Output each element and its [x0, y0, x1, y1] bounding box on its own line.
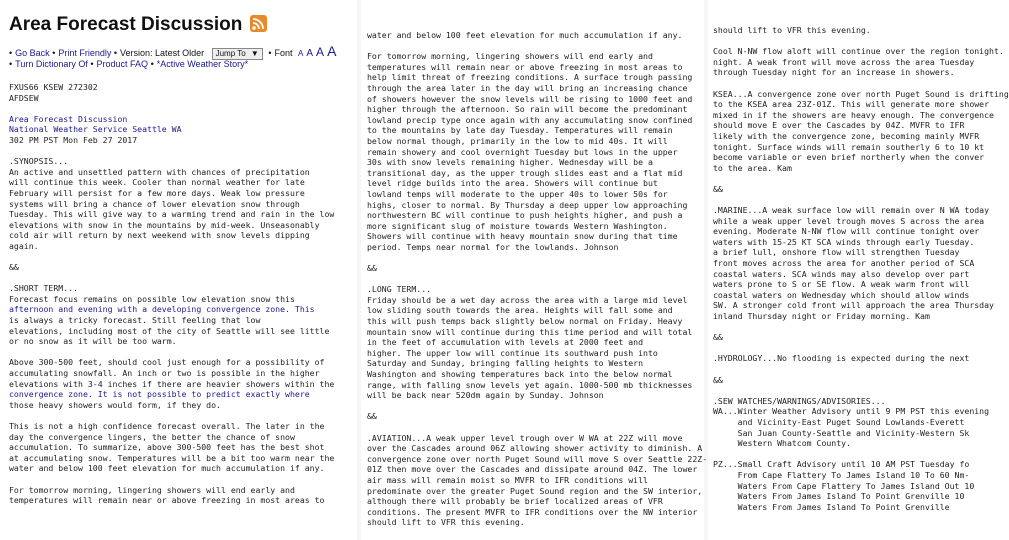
- font-size-medium[interactable]: A: [306, 48, 314, 59]
- forecast-line: tonight. Surface winds will remain southerly 6 to 10 kt: [713, 141, 985, 152]
- forecast-line: higher. The upper low will continue its southward push into: [367, 347, 658, 358]
- forecast-line: will be back near 520dm again by Sunday. Johnson: [367, 390, 604, 401]
- forecast-line: February will persist for a few more days. Weak low pressure: [9, 187, 305, 198]
- forecast-line: For tomorrow morning, lingering showers will end early and: [9, 484, 295, 495]
- forecast-line: Above 300-500 feet, should cool just enough for a possibility of: [9, 357, 325, 368]
- forecast-line: &&: [367, 411, 377, 422]
- forecast-line: through Tuesday night for an increase in showers.: [713, 67, 955, 78]
- forecast-line: [9, 103, 334, 114]
- forecast-line: temperatures will remain near or above freezing in most areas to: [367, 61, 683, 72]
- forecast-line: evening. Moderate N-NW flow will continue tonight over: [713, 226, 980, 237]
- forecast-line: [367, 252, 707, 263]
- forecast-line: temperatures will remain near or above freezing in most areas to: [9, 495, 325, 506]
- font-size-small[interactable]: A: [298, 49, 304, 58]
- forecast-line: SW. A stronger cold front will approach the area Thursday: [713, 300, 994, 311]
- forecast-line: highs, closer to normal. By Thursday a deep upper low approaching: [367, 199, 688, 210]
- forecast-line: lowland precip type once again with any accumulating snow confined: [367, 114, 693, 125]
- forecast-line: [713, 173, 1009, 184]
- forecast-line: 01Z then move over the Cascades and dissipate around 04Z. The lower: [367, 464, 698, 475]
- forecast-line: Forecast focus remains on possible low elevation snow this: [9, 293, 295, 304]
- forecast-line: Washington and showing temperatures back into the below normal: [367, 369, 673, 379]
- forecast-line: [713, 36, 1009, 47]
- forecast-line: those heavy showers would form, if they do.: [9, 399, 221, 410]
- forecast-line: .SHORT TERM...: [9, 283, 79, 294]
- forecast-line: &&: [713, 183, 723, 194]
- forecast-line: [9, 410, 334, 421]
- forecast-line: Cool N-NW flow aloft will continue over the region tonight.: [713, 46, 1004, 57]
- forecast-line: higher through the afternoon. So rain will become the predominant: [367, 104, 688, 115]
- forecast-line: conditions. The present MVFR to IFR conditions over the NW interior: [367, 506, 698, 517]
- forecast-line: .LONG TERM...: [367, 284, 432, 295]
- forecast-line: convergence zone. It is not possible to predict exactly where: [9, 389, 310, 400]
- forecast-line: water and below 100 feet elevation for much accumulation if any.: [367, 30, 683, 40]
- forecast-column-middle: [362, 0, 708, 540]
- forecast-line: elevations with 3-4 inches if there are heavier showers within the: [9, 378, 335, 389]
- forecast-line: predominate over the greater Puget Sound region and the SW interior,: [367, 485, 703, 496]
- print-friendly-link[interactable]: Print Friendly: [58, 48, 112, 58]
- forecast-line: &&: [713, 374, 723, 385]
- forecast-line: cold air will return by next weekend with snow levels dipping: [9, 230, 310, 241]
- forecast-line: northwestern BC will continue to push heights higher, and push a: [367, 210, 683, 221]
- forecast-line: [713, 78, 1009, 89]
- forecast-line: transitional day, as the upper trough slides east and a flat mid: [367, 167, 683, 178]
- jump-to-value: Jump To: [215, 49, 246, 58]
- forecast-line: For tomorrow morning, lingering showers will end early and: [367, 51, 653, 62]
- forecast-line: air mass will remain moist so MVFR to IFR conditions will: [367, 474, 648, 485]
- forecast-line: San Juan County-Seattle and Vicinity-Western Sk: [713, 427, 970, 438]
- forecast-line: Western Whatcom County.: [713, 438, 852, 449]
- forecast-line: [713, 364, 1009, 375]
- forecast-line: waters with 15-25 KT SCA winds through early Tuesday.: [713, 236, 975, 247]
- forecast-line: &&: [713, 332, 723, 343]
- forecast-line: Waters From James Island To Point Grenville: [713, 501, 950, 512]
- forecast-line: Tuesday. This will give way to a warming trend and rain in the low: [9, 209, 335, 220]
- font-size-large[interactable]: A: [316, 45, 325, 59]
- forecast-line: 302 PM PST Mon Feb 27 2017: [9, 134, 138, 145]
- forecast-line: elevations, including most of the city of Seattle will see little: [9, 325, 330, 336]
- forecast-line: level ridge builds into the area. Showers will continue but: [367, 178, 658, 189]
- forecast-line: accumulation. To summarize, above 300-500 feet has the best shot: [9, 442, 325, 453]
- forecast-line: Saturday and Sunday, bringing falling heights to Western: [367, 358, 644, 369]
- forecast-line: water and below 100 feet elevation for much accumulation if any.: [9, 463, 325, 474]
- forecast-line: period. Temps near normal for the lowlands. Johnson: [367, 241, 619, 252]
- forecast-line: &&: [9, 262, 19, 273]
- go-back-link[interactable]: Go Back: [15, 48, 50, 58]
- forecast-line: coastal waters on Wednesday which should allow winds: [713, 289, 970, 300]
- forecast-line: [713, 385, 1009, 396]
- forecast-line: a brief lull, onshore flow will strengthen Tuesday: [713, 247, 960, 258]
- forecast-line: systems will bring a chance of lower elevation snow through: [9, 198, 300, 209]
- forecast-text: [367, 30, 707, 528]
- forecast-line: lowland temps will moderate to the upper 40s to lower 50s for: [367, 188, 668, 199]
- forecast-line: although there will probably be brief localized areas of VFR: [367, 496, 663, 507]
- forecast-line: waters prone to S or SE flow. A weak warm front will: [713, 279, 970, 290]
- forecast-line: Friday should be a wet day across the area with a large mid level: [367, 294, 688, 305]
- forecast-line: mixed in if the showers are heavy enough. The convergence: [713, 109, 994, 120]
- forecast-line: likely with the convergence zone, becoming mainly MVFR: [713, 130, 980, 141]
- forecast-text: [713, 25, 1009, 512]
- nav-bar-primary: • Go Back • Print Friendly • Version: Latest Older Jump To ▼ • Font A A A A: [9, 43, 337, 59]
- rss-feed-icon[interactable]: [250, 15, 267, 32]
- forecast-line: An active and unsettled pattern with chances of precipitation: [9, 166, 310, 177]
- forecast-line: [713, 322, 1009, 333]
- forecast-line: accumulating snowfall. An inch or two is possible in the higher: [9, 368, 320, 379]
- forecast-line: [367, 274, 707, 285]
- forecast-line: From Cape Flattery To James Island 10 To 60 Nm-: [713, 469, 970, 480]
- forecast-column-left: [0, 0, 357, 540]
- active-weather-story-link[interactable]: *Active Weather Story*: [156, 59, 249, 69]
- forecast-line: [367, 401, 707, 412]
- turn-dictionary-link[interactable]: Turn Dictionary Of: [15, 59, 88, 69]
- forecast-line: range, with falling snow levels yet again. 1000-500 mb thicknesses: [367, 379, 693, 390]
- page-title: Area Forecast Discussion: [9, 14, 243, 35]
- nav-bar-secondary: • Turn Dictionary Of • Product FAQ • *Active Weather Story*: [9, 59, 249, 69]
- forecast-line: National Weather Service Seattle WA: [9, 124, 182, 135]
- forecast-line: .AVIATION...A weak upper level trough over W WA at 22Z will move: [367, 432, 683, 443]
- forecast-line: .SEW WATCHES/WARNINGS/ADVISORIES...: [713, 395, 886, 406]
- forecast-line: below normal though, primarily in the low to mid 40s. It will: [367, 135, 668, 146]
- forecast-line: [9, 273, 334, 284]
- forecast-line: Showers will continue with heavy mountain snow during that time: [367, 231, 678, 242]
- forecast-line: this will push temps back slightly below normal on Friday. Heavy: [367, 316, 683, 327]
- forecast-line: .MARINE...A weak surface low will remain over N WA today: [713, 205, 990, 216]
- forecast-line: low sliding south towards the area. Heights will fall some and: [367, 305, 673, 316]
- forecast-line: at accumulating snow. Temperatures will be a bit too warm near the: [9, 452, 335, 463]
- forecast-line: [9, 347, 334, 358]
- forecast-text: [9, 82, 334, 506]
- forecast-line: Waters From Cape Flattery To James Island Out 10: [713, 480, 975, 491]
- forecast-line: over the Cascades around 06Z allowing shower activity to diminish. A: [367, 443, 703, 454]
- forecast-line: to the mountains by late day Tuesday. Temperatures will remain: [367, 125, 673, 136]
- forecast-line: 30s with snow levels remaining higher. Wednesday will be a: [367, 157, 653, 168]
- forecast-line: and Vicinity-East Puget Sound Lowlands-Everett: [713, 416, 965, 427]
- forecast-line: day the convergence lingers, the better the chance of snow: [9, 431, 295, 442]
- forecast-line: .SYNOPSIS...: [9, 156, 69, 167]
- forecast-line: [713, 343, 1009, 354]
- font-size-xlarge[interactable]: A: [327, 43, 337, 59]
- column-divider: [357, 0, 361, 540]
- forecast-line: will continue this week. Cooler than normal weather for late: [9, 177, 305, 188]
- forecast-line: [713, 195, 1009, 206]
- forecast-line: KSEA...A convergence zone over north Puget Sound is drifting: [713, 88, 1009, 99]
- jump-to-select[interactable]: Jump To ▼: [212, 48, 263, 60]
- forecast-line: should lift to VFR this evening.: [713, 25, 871, 35]
- forecast-line: in the feet of accumulation with levels at 2000 feet and: [367, 337, 644, 348]
- forecast-line: WA...Winter Weather Advisory until 9 PM PST this evening: [713, 406, 990, 417]
- forecast-line: should lift to VFR this evening.: [367, 517, 525, 528]
- forecast-line: front moves across the area for another period of SCA: [713, 258, 975, 269]
- forecast-line: or no snow as it will be too warm.: [9, 336, 177, 347]
- forecast-line: to the KSEA area 23Z-01Z. This will generate more shower: [713, 99, 990, 110]
- forecast-line: afternoon and evening with a developing convergence zone. This: [9, 304, 315, 315]
- forecast-line: elevations with snow in the mountains by mid-week. Unseasonably: [9, 219, 320, 230]
- forecast-line: [9, 474, 334, 485]
- font-label: Font: [274, 48, 293, 58]
- forecast-line: [9, 146, 334, 157]
- forecast-line: coastal waters. SCA winds may also develop over part: [713, 268, 970, 279]
- forecast-line: [713, 449, 1009, 460]
- forecast-line: .HYDROLOGY...No flooding is expected during the next: [713, 353, 970, 364]
- forecast-line: night. A weak front will move across the area Tuesday: [713, 56, 975, 67]
- forecast-line: is always a tricky forecast. Still feeling that low: [9, 315, 261, 326]
- forecast-line: more significant slug of moisture towards Western Washington.: [367, 220, 668, 231]
- forecast-line: while a weak upper level trough moves S across the area: [713, 215, 985, 226]
- forecast-line: Area Forecast Discussion: [9, 113, 128, 124]
- forecast-line: again.: [9, 240, 39, 251]
- forecast-line: AFDSEW: [9, 92, 39, 103]
- forecast-line: convergence zone over north Puget Sound will move S over Seattle 22Z-: [367, 453, 708, 464]
- forecast-line: [367, 41, 707, 52]
- product-faq-link[interactable]: Product FAQ: [96, 59, 149, 69]
- forecast-line: become variable or even brief northerly when the conver: [713, 152, 985, 163]
- forecast-line: This is not a high confidence forecast overall. The later in the: [9, 421, 325, 431]
- forecast-line: of showers however the snow levels will be rising to 1000 feet and: [367, 93, 693, 104]
- forecast-line: FXUS66 KSEW 272302: [9, 82, 98, 92]
- forecast-line: &&: [367, 263, 377, 274]
- forecast-line: [9, 252, 334, 263]
- forecast-line: Waters From James Island To Point Grenville 10: [713, 491, 965, 502]
- version-label[interactable]: Version: Latest Older: [120, 48, 205, 58]
- forecast-line: PZ...Small Craft Advisory until 10 AM PST Tuesday fo: [713, 459, 970, 470]
- forecast-line: through the area later in the day will bring an increasing chance: [367, 82, 688, 93]
- forecast-line: [367, 422, 707, 433]
- forecast-line: mountain snow will continue during this time period and will total: [367, 326, 693, 337]
- forecast-line: inland Thursday night or Friday morning. Kam: [713, 311, 930, 322]
- forecast-column-right: [710, 0, 1009, 540]
- forecast-line: to the area. Kam: [713, 162, 792, 173]
- forecast-line: should move E over the Cascades by 04Z. MVFR to IFR: [713, 120, 965, 131]
- forecast-line: help limit threat of freezing conditions. A surface trough passing: [367, 72, 693, 83]
- forecast-line: remain showery and cool overnight Tuesday but lows in the upper: [367, 146, 678, 157]
